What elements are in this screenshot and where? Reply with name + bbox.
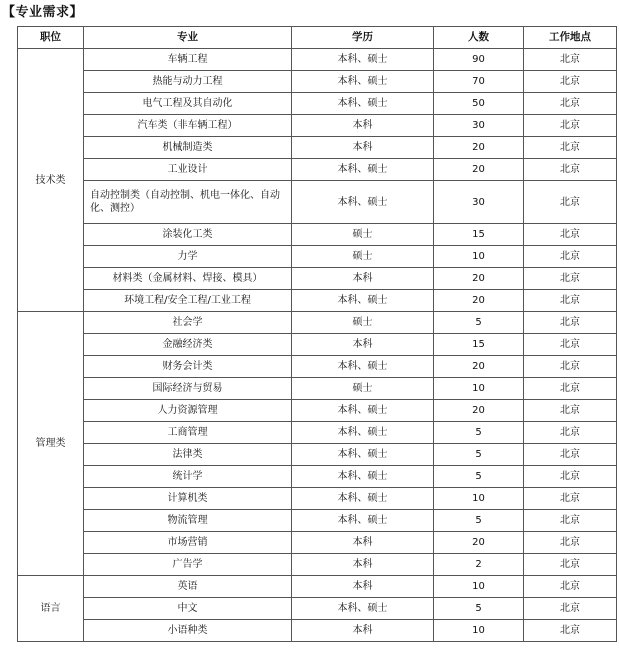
- count-cell: 20: [434, 268, 524, 290]
- degree-cell: 本科、硕士: [292, 93, 434, 115]
- major-cell: 统计学: [84, 466, 292, 488]
- count-cell: 5: [434, 598, 524, 620]
- major-cell: 工商管理: [84, 422, 292, 444]
- degree-cell: 本科: [292, 268, 434, 290]
- location-cell: 北京: [524, 246, 617, 268]
- location-cell: 北京: [524, 400, 617, 422]
- table-row: [18, 224, 617, 246]
- degree-cell: 本科: [292, 115, 434, 137]
- degree-cell: 本科、硕士: [292, 510, 434, 532]
- major-cell: 材料类（金属材料、焊接、模具）: [84, 268, 292, 290]
- header-location: 工作地点: [524, 27, 617, 49]
- count-cell: 90: [434, 49, 524, 71]
- table-row: [18, 159, 617, 181]
- category-cell: 技术类: [18, 49, 84, 312]
- major-cell: 工业设计: [84, 159, 292, 181]
- table-row: [18, 400, 617, 422]
- location-cell: 北京: [524, 290, 617, 312]
- count-cell: 5: [434, 422, 524, 444]
- table-row: [18, 137, 617, 159]
- location-cell: 北京: [524, 268, 617, 290]
- count-cell: 10: [434, 378, 524, 400]
- table-row: [18, 93, 617, 115]
- major-cell: 汽车类（非车辆工程）: [84, 115, 292, 137]
- header-major: 专业: [84, 27, 292, 49]
- table-body: [18, 49, 617, 642]
- major-cell: 物流管理: [84, 510, 292, 532]
- table-row: [18, 312, 617, 334]
- major-cell: 金融经济类: [84, 334, 292, 356]
- count-cell: 15: [434, 224, 524, 246]
- count-cell: 10: [434, 246, 524, 268]
- count-cell: 10: [434, 488, 524, 510]
- location-cell: 北京: [524, 444, 617, 466]
- count-cell: 5: [434, 466, 524, 488]
- table-row: [18, 554, 617, 576]
- major-cell: 自动控制类（自动控制、机电一体化、自动化、测控）: [84, 181, 292, 224]
- location-cell: 北京: [524, 356, 617, 378]
- count-cell: 20: [434, 356, 524, 378]
- degree-cell: 硕士: [292, 312, 434, 334]
- location-cell: 北京: [524, 334, 617, 356]
- degree-cell: 本科、硕士: [292, 71, 434, 93]
- degree-cell: 本科: [292, 576, 434, 598]
- count-cell: 20: [434, 400, 524, 422]
- degree-cell: 本科、硕士: [292, 466, 434, 488]
- location-cell: 北京: [524, 224, 617, 246]
- table-row: [18, 334, 617, 356]
- degree-cell: 硕士: [292, 246, 434, 268]
- requirements-table: [17, 26, 617, 642]
- location-cell: 北京: [524, 510, 617, 532]
- major-cell: 电气工程及其自动化: [84, 93, 292, 115]
- degree-cell: 本科: [292, 137, 434, 159]
- table-row: [18, 532, 617, 554]
- count-cell: 20: [434, 137, 524, 159]
- count-cell: 5: [434, 510, 524, 532]
- location-cell: 北京: [524, 49, 617, 71]
- count-cell: 10: [434, 620, 524, 642]
- count-cell: 10: [434, 576, 524, 598]
- degree-cell: 硕士: [292, 224, 434, 246]
- count-cell: 20: [434, 159, 524, 181]
- location-cell: 北京: [524, 378, 617, 400]
- table-row: [18, 268, 617, 290]
- major-cell: 小语种类: [84, 620, 292, 642]
- count-cell: 30: [434, 181, 524, 224]
- degree-cell: 本科: [292, 532, 434, 554]
- location-cell: 北京: [524, 71, 617, 93]
- table-row: [18, 246, 617, 268]
- header-count: 人数: [434, 27, 524, 49]
- location-cell: 北京: [524, 598, 617, 620]
- table-row: [18, 620, 617, 642]
- location-cell: 北京: [524, 137, 617, 159]
- major-cell: 法律类: [84, 444, 292, 466]
- major-cell: 英语: [84, 576, 292, 598]
- major-cell: 人力资源管理: [84, 400, 292, 422]
- major-cell: 热能与动力工程: [84, 71, 292, 93]
- location-cell: 北京: [524, 422, 617, 444]
- count-cell: 5: [434, 312, 524, 334]
- major-cell: 车辆工程: [84, 49, 292, 71]
- table-row: [18, 115, 617, 137]
- count-cell: 20: [434, 532, 524, 554]
- major-cell: 机械制造类: [84, 137, 292, 159]
- count-cell: 5: [434, 444, 524, 466]
- location-cell: 北京: [524, 312, 617, 334]
- location-cell: 北京: [524, 554, 617, 576]
- count-cell: 2: [434, 554, 524, 576]
- major-cell: 涂装化工类: [84, 224, 292, 246]
- table-row: [18, 49, 617, 71]
- count-cell: 50: [434, 93, 524, 115]
- major-cell: 社会学: [84, 312, 292, 334]
- table-row: [18, 576, 617, 598]
- location-cell: 北京: [524, 159, 617, 181]
- location-cell: 北京: [524, 93, 617, 115]
- location-cell: 北京: [524, 620, 617, 642]
- major-cell: 中文: [84, 598, 292, 620]
- table-row: [18, 378, 617, 400]
- major-cell: 财务会计类: [84, 356, 292, 378]
- degree-cell: 本科、硕士: [292, 49, 434, 71]
- table-row: [18, 510, 617, 532]
- table-row: [18, 422, 617, 444]
- header-degree: 学历: [292, 27, 434, 49]
- major-cell: 国际经济与贸易: [84, 378, 292, 400]
- major-cell: 环境工程/安全工程/工业工程: [84, 290, 292, 312]
- location-cell: 北京: [524, 532, 617, 554]
- degree-cell: 本科、硕士: [292, 290, 434, 312]
- count-cell: 15: [434, 334, 524, 356]
- degree-cell: 本科、硕士: [292, 422, 434, 444]
- degree-cell: 本科: [292, 620, 434, 642]
- section-title: 【专业需求】: [2, 5, 84, 20]
- degree-cell: 本科、硕士: [292, 356, 434, 378]
- major-cell: 市场营销: [84, 532, 292, 554]
- header-position: 职位: [18, 27, 84, 49]
- location-cell: 北京: [524, 488, 617, 510]
- location-cell: 北京: [524, 576, 617, 598]
- location-cell: 北京: [524, 181, 617, 224]
- table-row: [18, 71, 617, 93]
- degree-cell: 硕士: [292, 378, 434, 400]
- location-cell: 北京: [524, 115, 617, 137]
- table-row: [18, 444, 617, 466]
- category-cell: 语言: [18, 576, 84, 642]
- degree-cell: 本科、硕士: [292, 159, 434, 181]
- count-cell: 20: [434, 290, 524, 312]
- table-row: [18, 181, 617, 224]
- table-row: [18, 598, 617, 620]
- degree-cell: 本科: [292, 334, 434, 356]
- degree-cell: 本科、硕士: [292, 444, 434, 466]
- category-cell: 管理类: [18, 312, 84, 576]
- degree-cell: 本科、硕士: [292, 488, 434, 510]
- count-cell: 30: [434, 115, 524, 137]
- degree-cell: 本科: [292, 554, 434, 576]
- table-row: [18, 290, 617, 312]
- table-row: [18, 488, 617, 510]
- table-header-row: [18, 27, 617, 49]
- major-cell: 广告学: [84, 554, 292, 576]
- location-cell: 北京: [524, 466, 617, 488]
- table-row: [18, 466, 617, 488]
- count-cell: 70: [434, 71, 524, 93]
- degree-cell: 本科、硕士: [292, 400, 434, 422]
- major-cell: 计算机类: [84, 488, 292, 510]
- major-cell: 力学: [84, 246, 292, 268]
- table-row: [18, 356, 617, 378]
- degree-cell: 本科、硕士: [292, 181, 434, 224]
- degree-cell: 本科、硕士: [292, 598, 434, 620]
